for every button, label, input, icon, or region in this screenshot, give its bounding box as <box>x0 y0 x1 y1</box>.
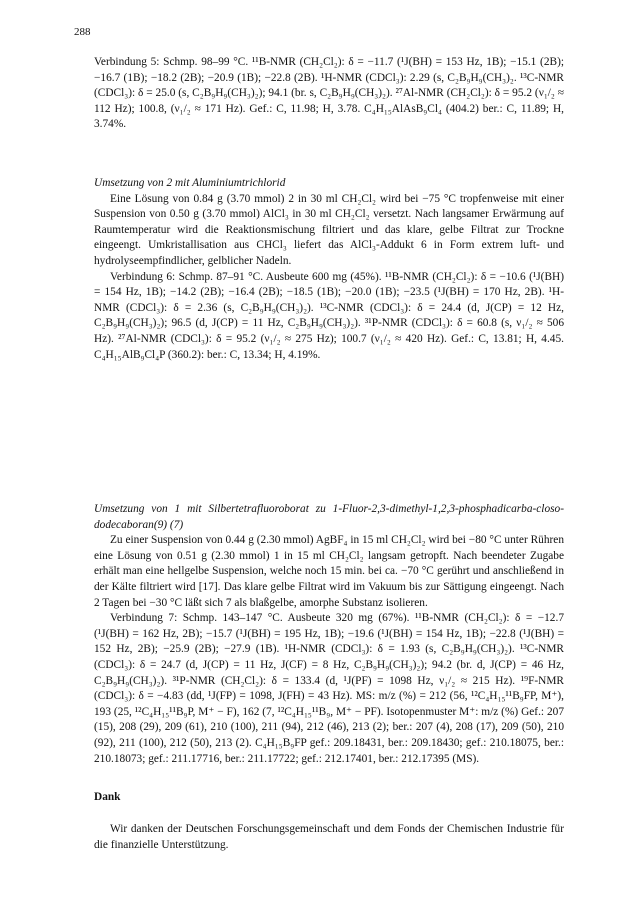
section-heading: Umsetzung von 2 mit Aluminiumtrichlorid <box>94 177 286 189</box>
section-heading: Umsetzung von 1 mit Silbertetrafluoroborat zu 1-Fluor-2,3-dimethyl-1,2,3-phosphadicarba-closo-dodecaboran(9) (7) <box>94 503 564 531</box>
procedure-paragraph: Eine Lösung von 0.84 g (3.70 mmol) 2 in 30 ml CH₂Cl₂ wird bei −75 °C tropfenweise mit einer Suspension von 0.50 g (3.70 mmol) AlCl₃ in 30 ml CH₂Cl₂ versetzt. Nach langsamer Erwärmung auf Raumtemperatur wird die Reaktionsmischung filtriert und das klare, gelbe Filtrat zur Trockne eingeengt. Umkristallisation aus CHCl₃ liefert das AlCl₃-Addukt 6 in Form extrem luft- und hydrolyseempfindlicher, gelblicher Nadeln. <box>94 192 564 267</box>
acknowledgement-block <box>94 822 564 853</box>
compound-5-data <box>94 55 564 133</box>
page-number: 288 <box>74 26 91 38</box>
acknowledgement-heading: Dank <box>94 791 121 803</box>
section-silver-tetrafluoroborate <box>94 502 564 767</box>
procedure-paragraph: Zu einer Suspension von 0.44 g (2.30 mmol) AgBF₄ in 15 ml CH₂Cl₂ wird bei −80 °C unter Rühren eine Lösung von 0.51 g (2.30 mmol) 1 in 15 ml CH₂Cl₂ langsam getropft. Nach beendeter Zugabe erhält man eine hellgelbe Suspension, welche noch 15 min. bei ca. −70 °C gerührt und anschließend in der Kälte filtriert wird [17]. Das klare gelbe Filtrat wird im Vakuum bis zur Sättigung eingeengt. Nach 2 Tagen bei −30 °C läßt sich 7 als blaßgelbe, amorphe Substanz isolieren. <box>94 534 564 609</box>
acknowledgement-heading-block <box>94 790 564 806</box>
compound-5-paragraph: Verbindung 5: Schmp. 98–99 °C. ¹¹B-NMR (CH₂Cl₂): δ = −11.7 (¹J(BH) = 153 Hz, 1B); −15.1 (2B); −16.7 (1B); −18.2 (2B); −20.9 (1B); −22.8 (2B). ¹H-NMR (CDCl₃): 2.29 (s, C₂B₉H₉(CH₃)₂. ¹³C-NMR (CDCl₃): δ = 25.0 (s, C₂B₉H₉(CH₃)₂); 94.1 (br. s, C₂B₉H₉(CH₃)₂). ²⁷Al-NMR (CH₂Cl₂): δ = 95.2 (ν₁/₂ ≈ 112 Hz); 100.8, (ν₁/₂ ≈ 171 Hz). Gef.: C, 11.98; H, 3.78. C₄H₁₅AlAsB₉Cl₄ (404.2) ber.: C, 11.89; H, 3.74%. <box>94 56 564 131</box>
compound-6-paragraph: Verbindung 6: Schmp. 87–91 °C. Ausbeute 600 mg (45%). ¹¹B-NMR (CH₂Cl₂): δ = −10.6 (¹J(BH) = 154 Hz, 1B); −14.2 (2B); −16.4 (2B); −18.5 (1B); −20.0 (1B); −23.5 (¹J(BH) = 170 Hz, 2B). ¹H-NMR (CDCl₃): δ = 2.36 (s, C₂B₉H₉(CH₃)₂). ¹³C-NMR (CDCl₃): δ = 24.4 (d, J(CP) = 12 Hz, C₂B₉H₉(CH₃)₂); 96.5 (d, J(CP) = 11 Hz, C₂B₉H₉(CH₃)₂). ³¹P-NMR (CDCl₃): δ = 60.8 (s, ν₁/₂ ≈ 506 Hz). ²⁷Al-NMR (CDCl₃): δ = 95.2 (ν₁/₂ ≈ 275 Hz); 100.7 (ν₁/₂ ≈ 420 Hz). Gef.: C, 13.81; H, 4.45. C₄H₁₅AlB₉Cl₄P (360.2): ber.: C, 13.34; H, 4.19%. <box>94 270 564 361</box>
section-aluminium-trichloride <box>94 176 564 363</box>
compound-7-paragraph: Verbindung 7: Schmp. 143–147 °C. Ausbeute 320 mg (67%). ¹¹B-NMR (CH₂Cl₂): δ = −12.7 (¹J(BH) = 162 Hz, 2B); −15.7 (¹J(BH) = 195 Hz, 1B); −19.6 (¹J(BH) = 154 Hz, 1B); −22.8 (¹J(BH) = 152 Hz, 2B); −25.9 (2B); −27.9 (1B). ¹H-NMR (CDCl₃): δ = 1.93 (s, C₂B₉H₉(CH₃)₂). ¹³C-NMR (CDCl₃): δ = 24.7 (d, J(CP) = 11 Hz, J(CF) = 8 Hz, C₂B₉H₉(CH₃)₂); 94.2 (br. d, J(CP) = 46 Hz, C₂B₉H₉(CH₃)₂). ³¹P-NMR (CH₂Cl₂): δ = 133.4 (d, ¹J(PF) = 1098 Hz, ν₁/₂ ≈ 215 Hz). ¹⁹F-NMR (CDCl₃): δ = −4.83 (dd, ¹J(FP) = 1098, J(FH) = 43 Hz). MS: m/z (%) = 212 (56, ¹²C₄H₁₅¹¹B₉FP, M⁺), 193 (25, ¹²C₄H₁₅¹¹B₉P, M⁺ − F), 162 (7, ¹²C₄H₁₅¹¹B₉, M⁺ − PF). Isotopenmuster M⁺: m/z (%) Gef.: 207 (15), 208 (29), 209 (61), 210 (100), 211 (94), 212 (46), 213 (2); ber.: 207 (4), 208 (17), 209 (50), 210 (92), 211 (100), 212 (50), 213 (2). C₄H₁₅B₉FP gef.: 209.18431, ber.: 209.18430; gef.: 210.18075, ber.: 210.18073; gef.: 211.17716, ber.: 211.17722; gef.: 212.17401, ber.: 212.17395 (MS). <box>94 612 564 765</box>
acknowledgement-text: Wir danken der Deutschen Forschungsgemeinschaft und dem Fonds der Chemischen Industrie für die finanzielle Unterstützung. <box>94 823 564 851</box>
